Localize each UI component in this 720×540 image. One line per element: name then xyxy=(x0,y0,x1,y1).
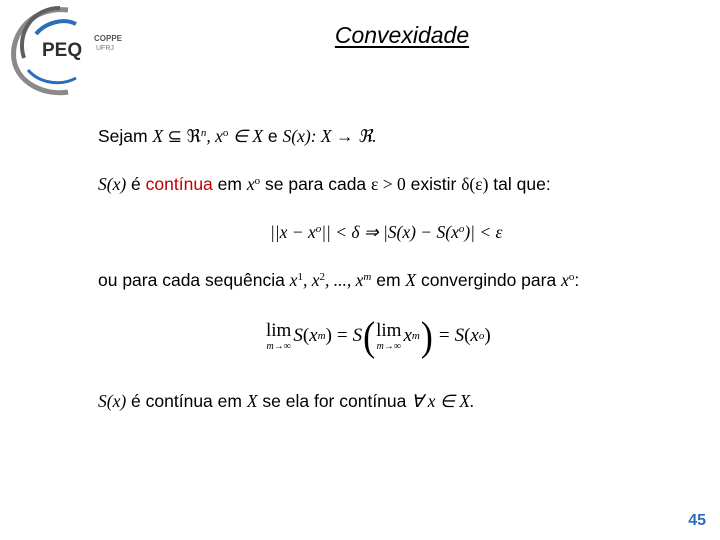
text: : xyxy=(574,270,580,290)
math: X xyxy=(405,270,417,290)
text: tal que: xyxy=(488,174,551,194)
math: ⊆ ℜ xyxy=(163,126,201,146)
math: S xyxy=(352,325,363,346)
highlight-term: contínua xyxy=(145,174,213,194)
text: é contínua em xyxy=(126,391,247,411)
sequence-definition-line xyxy=(98,270,579,291)
superscript: o xyxy=(254,175,261,187)
superscript: 2 xyxy=(319,271,325,283)
text: em xyxy=(371,270,406,290)
svg-text:PEQ: PEQ xyxy=(42,40,83,61)
peq-coppe-logo xyxy=(6,4,132,96)
math: ∀ x ∈ X. xyxy=(411,391,475,411)
superscript: o xyxy=(458,223,465,235)
math: , x xyxy=(302,270,320,290)
superscript: o xyxy=(568,271,575,283)
math: ||x − x xyxy=(270,222,316,242)
text: se para cada xyxy=(260,174,372,194)
math: δ(ε) xyxy=(461,174,489,194)
definition-line xyxy=(98,126,376,147)
svg-text:COPPE: COPPE xyxy=(94,34,123,43)
superscript: m xyxy=(317,330,326,342)
math: ( xyxy=(464,325,471,346)
page-number: 45 xyxy=(688,512,706,529)
math: S(x): X → ℜ. xyxy=(282,126,377,146)
math: = xyxy=(336,325,348,346)
math: x xyxy=(246,174,255,194)
math: x xyxy=(289,270,298,290)
math: x xyxy=(561,270,569,290)
limit-operator: lim m→∞ xyxy=(376,319,402,352)
math: = xyxy=(438,325,450,346)
math: S xyxy=(293,325,303,346)
epsilon-delta-condition xyxy=(270,222,502,243)
text: é xyxy=(126,174,146,194)
math: x xyxy=(470,325,479,346)
math: x xyxy=(403,325,412,346)
limit-formula xyxy=(266,313,491,359)
math: ε > 0 xyxy=(371,174,406,194)
global-continuity-line xyxy=(98,391,474,412)
superscript: o xyxy=(315,223,322,235)
math: S(x) xyxy=(98,174,127,194)
big-paren: ) xyxy=(420,313,433,359)
math: , ..., x xyxy=(324,270,364,290)
math: ) xyxy=(484,325,491,346)
text: se ela for contínua xyxy=(257,391,412,411)
text: ou para cada sequência xyxy=(98,270,290,290)
math: || < δ ⇒ |S(x) − S(x xyxy=(321,222,459,242)
big-paren: ( xyxy=(363,313,376,359)
svg-text:UFRJ: UFRJ xyxy=(96,45,114,52)
superscript: m xyxy=(411,330,420,342)
math: , x xyxy=(206,126,223,146)
math: ∈ X xyxy=(228,126,264,146)
math: ) xyxy=(325,325,332,346)
text: convergindo para xyxy=(416,270,562,290)
math: S xyxy=(454,325,465,346)
superscript: o xyxy=(478,330,485,342)
math: ( xyxy=(302,325,310,346)
continuity-definition-line xyxy=(98,174,551,195)
superscript: m xyxy=(363,271,372,283)
math: x xyxy=(309,325,318,346)
text: e xyxy=(263,126,283,146)
text: existir xyxy=(405,174,462,194)
superscript: n xyxy=(200,127,207,139)
superscript: 1 xyxy=(297,271,303,283)
math: X xyxy=(152,126,164,146)
limit-operator: lim m→∞ xyxy=(266,319,292,352)
math: X xyxy=(246,391,258,411)
text: em xyxy=(212,174,247,194)
math: )| < ε xyxy=(464,222,503,242)
math: S(x) xyxy=(98,391,127,411)
superscript: o xyxy=(222,127,229,139)
slide-title: Convexidade xyxy=(334,22,470,48)
text: Sejam xyxy=(98,126,153,146)
